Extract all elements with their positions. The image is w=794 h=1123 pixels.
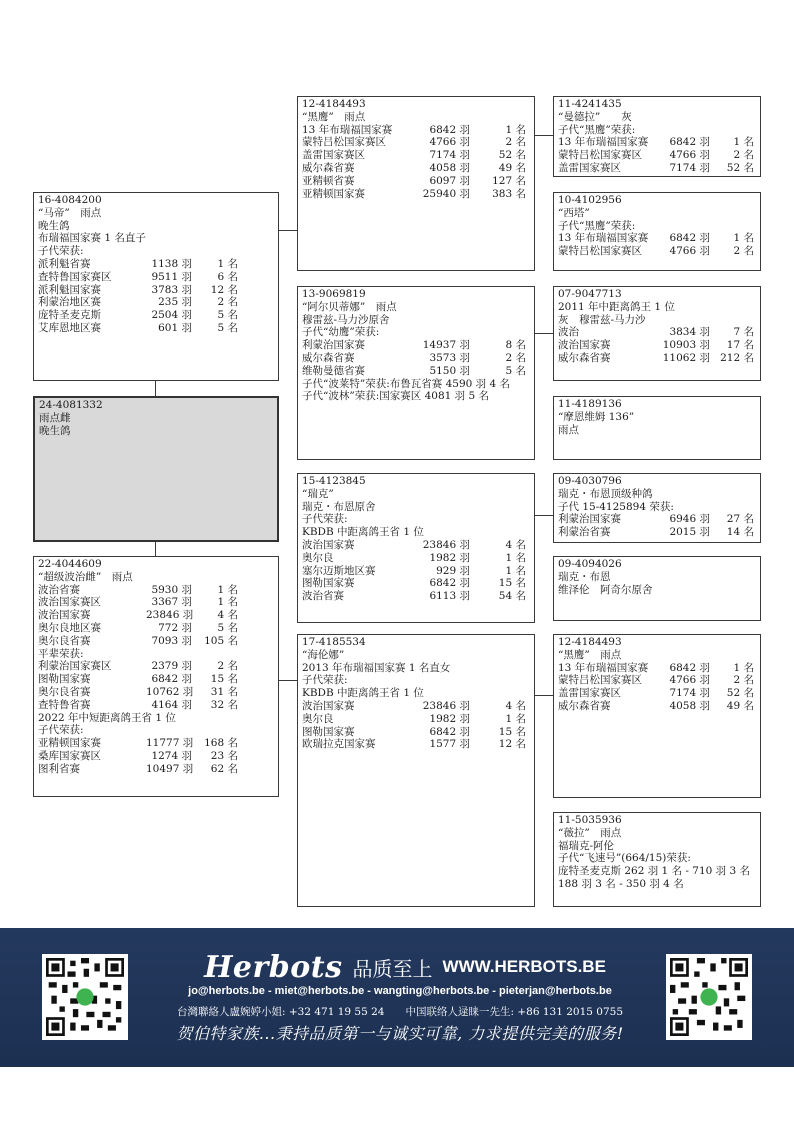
- placing: 1 名: [505, 564, 526, 577]
- bird-count: 6097 羽: [429, 174, 470, 187]
- text-line: 22-4044609: [38, 558, 102, 570]
- placing: 1 名: [733, 661, 754, 674]
- placing: 2 名: [733, 149, 754, 162]
- result-row: [38, 750, 274, 763]
- placing: 49 名: [498, 161, 526, 174]
- text-line: 07-9047713: [558, 288, 622, 300]
- placing: 31 名: [210, 685, 238, 698]
- text-line: “薇拉” 雨点: [558, 826, 622, 839]
- text-line: 10-4102956: [558, 194, 622, 206]
- contact-persons: 台灣聯絡人盧婉婷小姐: +32 471 19 55 24 中国联络人逯睐一先生: +86 131 2015 0755: [176, 1006, 624, 1018]
- text-line: 11-4241435: [558, 98, 622, 110]
- text-line: 15-4123845: [302, 475, 366, 487]
- result-row: [302, 738, 530, 751]
- result-row: [38, 763, 274, 776]
- placing: 32 名: [210, 698, 238, 711]
- text-line: 子代荣获:: [302, 674, 348, 687]
- wechat-icon: [700, 988, 717, 1005]
- race-name: 派利魁省赛: [38, 257, 91, 270]
- race-name: 13 年布瑞福国家赛: [558, 136, 649, 149]
- bird-count: 3783 羽: [151, 283, 192, 296]
- text-line: 子代荣获:: [38, 724, 84, 737]
- result-row: [38, 284, 274, 297]
- bird-count: 4164 羽: [151, 698, 192, 711]
- bird-count: 235 羽: [158, 296, 192, 309]
- text-line: “超级波治雌” 雨点: [38, 570, 133, 583]
- text-line: 雨点: [558, 423, 579, 436]
- result-row: [558, 245, 756, 258]
- text-line: 灰 穆雷兹-马力沙: [558, 313, 646, 326]
- result-row: [302, 136, 530, 149]
- text-line: 庞特圣麦克斯 262 羽 1 名 - 710 羽 3 名: [558, 865, 751, 878]
- text-line: “西塔”: [558, 206, 590, 219]
- text-line: 09-4030796: [558, 475, 622, 487]
- result-row: [302, 162, 530, 175]
- bird-count: 10903 羽: [662, 339, 710, 352]
- placing: 23 名: [210, 749, 238, 762]
- race-name: 查特鲁省赛: [38, 698, 91, 711]
- text-line: 188 羽 3 名 - 350 羽 4 名: [558, 877, 684, 890]
- placing: 4 名: [505, 699, 526, 712]
- text-line: KBDB 中距离鸽王省 1 位: [302, 687, 424, 700]
- sire-box: [33, 192, 279, 381]
- result-row: [38, 673, 274, 686]
- bird-count: 4766 羽: [669, 674, 710, 687]
- bird-count: 1982 羽: [429, 712, 470, 725]
- result-row: [558, 687, 756, 700]
- result-row: [38, 609, 274, 622]
- result-row: [38, 660, 274, 673]
- bird-count: 1577 羽: [429, 738, 470, 751]
- bird-count: 3573 羽: [429, 351, 470, 364]
- bird-count: 2015 羽: [669, 526, 710, 539]
- race-name: 利蒙治国家赛: [302, 339, 365, 352]
- text-line: 子代荣获:: [302, 513, 348, 526]
- placing: 5 名: [217, 621, 238, 634]
- race-name: 盖雷国家赛区: [558, 687, 621, 700]
- qr-code-icon: [46, 958, 124, 1036]
- text-line: “摩恩维姆 136”: [558, 410, 635, 423]
- race-name: 蒙特吕松国家赛区: [558, 149, 642, 162]
- bird-count: 4058 羽: [429, 161, 470, 174]
- bird-count: 11062 羽: [662, 351, 710, 364]
- placing: 17 名: [726, 339, 754, 352]
- text-line: 瑞克・布恩: [558, 570, 611, 583]
- bird-count: 929 羽: [436, 564, 470, 577]
- result-row: [558, 674, 756, 687]
- bird-count: 7174 羽: [669, 161, 710, 174]
- connector-line: [155, 380, 156, 397]
- text-line: 子代“波莱特”荣获:布鲁瓦省赛 4590 羽 4 名: [302, 377, 511, 390]
- ssd-box: [553, 192, 761, 271]
- text-line: 平辈荣获:: [38, 647, 84, 660]
- text-line: “马帝” 雨点: [38, 206, 102, 219]
- bird-count: 7174 羽: [669, 687, 710, 700]
- race-name: 维勒曼德省赛: [302, 364, 365, 377]
- bird-count: 3834 羽: [669, 326, 710, 339]
- sire-dam-box: [297, 286, 535, 460]
- race-name: 利蒙治国家赛区: [38, 660, 112, 673]
- result-row: [38, 596, 274, 609]
- text-line: 子代“幼鹰”荣获:: [302, 326, 380, 339]
- ddd-box: [553, 812, 761, 907]
- text-line: 12-4184493: [302, 98, 366, 110]
- text-line: 2011 年中距离鸽王 1 位: [558, 300, 675, 313]
- placing: 15 名: [210, 673, 238, 686]
- placing: 1 名: [505, 551, 526, 564]
- race-name: 利蒙治国家赛: [558, 513, 621, 526]
- text-line: 维泽伦 阿奇尔原舍: [558, 583, 653, 596]
- bird-count: 6842 羽: [429, 123, 470, 136]
- placing: 7 名: [733, 326, 754, 339]
- text-line: 2013 年布瑞福国家赛 1 名直女: [302, 661, 451, 674]
- race-name: 波治: [558, 326, 579, 339]
- bird-count: 6842 羽: [669, 232, 710, 245]
- qr-code-icon: [670, 958, 748, 1036]
- text-line: 雨点雌: [39, 411, 71, 424]
- sire-sire-box: [297, 96, 535, 271]
- dam-sire-box: [297, 473, 535, 623]
- placing: 1 名: [217, 596, 238, 609]
- race-name: 威尔森省赛: [302, 351, 355, 364]
- sds-box: [553, 286, 761, 381]
- result-row: [558, 700, 756, 713]
- race-name: 庞特圣麦克斯: [38, 309, 101, 322]
- text-line: KBDB 中距离鸽王省 1 位: [302, 526, 424, 539]
- result-row: [558, 162, 756, 175]
- race-name: 查特鲁国家赛区: [38, 270, 112, 283]
- text-line: 晚生鸽: [39, 424, 71, 437]
- result-row: [558, 339, 756, 352]
- race-name: 波治国家赛: [38, 609, 91, 622]
- text-line: 晚生鸽: [38, 219, 70, 232]
- connector-line: [534, 695, 553, 696]
- placing: 127 名: [492, 174, 526, 187]
- result-row: [558, 662, 756, 675]
- result-row: [558, 149, 756, 162]
- placing: 52 名: [726, 161, 754, 174]
- result-row: [302, 565, 530, 578]
- placing: 12 名: [498, 738, 526, 751]
- result-row: [38, 258, 274, 271]
- result-row: [302, 124, 530, 137]
- placing: 4 名: [217, 609, 238, 622]
- placing: 15 名: [498, 577, 526, 590]
- bird-count: 2504 羽: [151, 309, 192, 322]
- dam-box: [33, 556, 279, 797]
- result-row: [38, 699, 274, 712]
- text-line: 11-5035936: [558, 814, 622, 826]
- result-row: [38, 737, 274, 750]
- bird-count: 6113 羽: [429, 590, 470, 603]
- result-row: [38, 622, 274, 635]
- dss-box: [553, 473, 761, 543]
- bird-count: 1274 羽: [151, 749, 192, 762]
- connector-line: [155, 541, 156, 557]
- bird-count: 3367 羽: [151, 596, 192, 609]
- text-line: 11-4189136: [558, 398, 622, 410]
- bird-count: 10762 羽: [146, 685, 194, 698]
- text-line: 福瑞克-阿伦: [558, 839, 615, 852]
- placing: 5 名: [217, 321, 238, 334]
- text-line: 子代“波林”荣获:国家赛区 4081 羽 5 名: [302, 390, 490, 403]
- race-name: 图勒国家赛: [302, 725, 355, 738]
- brand-header: [185, 946, 625, 988]
- connector-line: [534, 333, 553, 334]
- placing: 6 名: [217, 270, 238, 283]
- bird-count: 5930 羽: [151, 583, 192, 596]
- result-row: [38, 322, 274, 335]
- text-line: 子代“黑鹰”荣获:: [558, 123, 636, 136]
- result-row: [302, 539, 530, 552]
- race-name: 蒙特吕松国家赛区: [558, 674, 642, 687]
- race-name: 欧瑞拉克国家赛: [302, 738, 376, 751]
- placing: 49 名: [726, 699, 754, 712]
- placing: 5 名: [217, 309, 238, 322]
- line-icon: [76, 988, 93, 1005]
- placing: 2 名: [217, 660, 238, 673]
- placing: 2 名: [733, 245, 754, 258]
- race-name: 塞尔迈斯地区赛: [302, 564, 376, 577]
- result-row: [302, 175, 530, 188]
- bird-count: 23846 羽: [422, 699, 470, 712]
- bird-count: 4766 羽: [669, 149, 710, 162]
- race-name: 威尔森省赛: [302, 161, 355, 174]
- placing: 168 名: [204, 737, 238, 750]
- connector-line: [534, 515, 553, 516]
- race-name: 奥尔良: [302, 551, 334, 564]
- race-name: 亚精顿国家赛: [302, 187, 365, 200]
- placing: 12 名: [210, 283, 238, 296]
- family-motto: 贺伯特家族...秉持品质第一与诚实可靠, 力求提供完美的服务!: [176, 1024, 624, 1043]
- result-row: [302, 577, 530, 590]
- subject-box: [33, 396, 279, 542]
- race-name: 亚精顿省赛: [302, 174, 355, 187]
- bird-count: 6842 羽: [429, 577, 470, 590]
- race-name: 蒙特吕松国家赛区: [302, 136, 386, 149]
- bird-count: 6842 羽: [669, 661, 710, 674]
- herbots-logo: Herbots: [204, 949, 343, 985]
- bird-count: 772 羽: [158, 621, 192, 634]
- placing: 14 名: [726, 526, 754, 539]
- result-row: [302, 149, 530, 162]
- result-row: [302, 339, 530, 352]
- placing: 52 名: [726, 687, 754, 700]
- text-line: “阿尔贝蒂娜” 雨点: [302, 300, 397, 313]
- qr-code-line[interactable]: [42, 954, 128, 1040]
- placing: 5 名: [505, 364, 526, 377]
- slogan: 品质至上: [352, 956, 433, 981]
- text-line: “曼德拉” 灰: [558, 110, 632, 123]
- bird-count: 7174 羽: [429, 149, 470, 162]
- bird-count: 6842 羽: [669, 136, 710, 149]
- placing: 105 名: [204, 634, 238, 647]
- dsd-box: [553, 556, 761, 621]
- bird-count: 4058 羽: [669, 699, 710, 712]
- text-line: 子代荣获:: [38, 245, 84, 258]
- text-line: “瑞克”: [302, 487, 334, 500]
- result-row: [558, 513, 756, 526]
- race-name: 13 年布瑞福国家赛: [302, 123, 393, 136]
- result-row: [302, 590, 530, 603]
- race-name: 奥尔良省赛: [38, 634, 91, 647]
- text-line: 17-4185534: [302, 636, 366, 648]
- placing: 2 名: [217, 296, 238, 309]
- race-name: 波治国家赛区: [38, 596, 101, 609]
- text-line: 12-4184493: [558, 636, 622, 648]
- text-line: 瑞克・布恩原舍: [302, 500, 376, 513]
- text-line: 13-9069819: [302, 288, 366, 300]
- result-row: [302, 713, 530, 726]
- result-row: [302, 188, 530, 201]
- bird-count: 6842 羽: [429, 725, 470, 738]
- race-name: 利蒙治地区赛: [38, 296, 101, 309]
- text-line: 2022 年中短距离鸽王省 1 位: [38, 711, 176, 724]
- text-line: 布瑞福国家赛 1 名直子: [38, 232, 146, 245]
- bird-count: 4766 羽: [429, 136, 470, 149]
- race-name: 盖雷国家赛区: [558, 161, 621, 174]
- placing: 1 名: [217, 583, 238, 596]
- race-name: 蒙特吕松国家赛区: [558, 245, 642, 258]
- bird-count: 1138 羽: [151, 257, 192, 270]
- placing: 4 名: [505, 538, 526, 551]
- bird-count: 23846 羽: [422, 538, 470, 551]
- email-list[interactable]: jo@herbots.be - miet@herbots.be - wangting@herbots.be - pieterjan@herbots.be: [188, 985, 612, 997]
- text-line: 09-4094026: [558, 558, 622, 570]
- text-line: 穆雷兹-马力沙原舍: [302, 313, 390, 326]
- bird-count: 10497 羽: [146, 762, 194, 775]
- race-name: 图勒国家赛: [38, 673, 91, 686]
- text-line: 16-4084200: [38, 194, 102, 206]
- placing: 15 名: [498, 725, 526, 738]
- result-row: [38, 584, 274, 597]
- result-row: [38, 309, 274, 322]
- bird-count: 9511 羽: [151, 270, 192, 283]
- placing: 383 名: [492, 187, 526, 200]
- placing: 8 名: [505, 339, 526, 352]
- race-name: 派利魁国家赛: [38, 283, 101, 296]
- result-row: [38, 686, 274, 699]
- race-name: 亚精顿国家赛: [38, 737, 101, 750]
- bird-count: 23846 羽: [146, 609, 194, 622]
- result-row: [302, 365, 530, 378]
- result-row: [38, 635, 274, 648]
- text-line: “黑鹰” 雨点: [558, 648, 622, 661]
- bird-count: 1982 羽: [429, 551, 470, 564]
- race-name: 波治省赛: [38, 583, 80, 596]
- website-link[interactable]: WWW.HERBOTS.BE: [442, 957, 606, 976]
- result-row: [558, 232, 756, 245]
- bird-count: 6946 羽: [669, 513, 710, 526]
- race-name: 奥尔良省赛: [38, 685, 91, 698]
- placing: 2 名: [733, 674, 754, 687]
- text-line: 瑞克・布恩顶级种鸽: [558, 487, 653, 500]
- bird-count: 11777 羽: [146, 737, 194, 750]
- placing: 1 名: [505, 123, 526, 136]
- race-name: 13 年布瑞福国家赛: [558, 661, 649, 674]
- placing: 212 名: [720, 351, 754, 364]
- result-row: [38, 271, 274, 284]
- dds-box: [553, 634, 761, 798]
- result-row: [302, 700, 530, 713]
- race-name: 威尔森省赛: [558, 699, 611, 712]
- bird-count: 5150 羽: [429, 364, 470, 377]
- placing: 27 名: [726, 513, 754, 526]
- race-name: 奥尔良: [302, 712, 334, 725]
- bird-count: 7093 羽: [151, 634, 192, 647]
- placing: 52 名: [498, 149, 526, 162]
- placing: 1 名: [733, 232, 754, 245]
- race-name: 利蒙治省赛: [558, 526, 611, 539]
- text-line: “黑鹰” 雨点: [302, 110, 366, 123]
- bird-count: 14937 羽: [422, 339, 470, 352]
- text-line: 24-4081332: [39, 399, 103, 411]
- race-name: 波治国家赛: [302, 699, 355, 712]
- result-row: [558, 136, 756, 149]
- placing: 62 名: [210, 762, 238, 775]
- race-name: 威尔森省赛: [558, 351, 611, 364]
- bird-count: 25940 羽: [422, 187, 470, 200]
- race-name: 图利省赛: [38, 762, 80, 775]
- placing: 1 名: [217, 257, 238, 270]
- race-name: 奥尔良地区赛: [38, 621, 101, 634]
- connector-line: [278, 230, 298, 231]
- result-row: [38, 296, 274, 309]
- bird-count: 2379 羽: [151, 660, 192, 673]
- connector-line: [278, 680, 298, 681]
- bird-count: 6842 羽: [151, 673, 192, 686]
- race-name: 波治国家赛: [558, 339, 611, 352]
- race-name: 盖雷国家赛区: [302, 149, 365, 162]
- placing: 1 名: [505, 712, 526, 725]
- race-name: 艾库恩地区赛: [38, 321, 101, 334]
- text-line: “海伦娜”: [302, 648, 345, 661]
- text-line: 子代“飞速号”(664/15)荣获:: [558, 852, 691, 865]
- result-row: [302, 726, 530, 739]
- race-name: 13 年布瑞福国家赛: [558, 232, 649, 245]
- text-line: 子代 15-4125894 荣获:: [558, 500, 674, 513]
- footer-banner: [0, 928, 794, 1067]
- race-name: 波治国家赛: [302, 538, 355, 551]
- placing: 2 名: [505, 136, 526, 149]
- race-name: 桑库国家赛区: [38, 749, 101, 762]
- connector-line: [534, 135, 553, 136]
- result-row: [558, 526, 756, 539]
- placing: 54 名: [498, 590, 526, 603]
- placing: 1 名: [733, 136, 754, 149]
- result-row: [302, 352, 530, 365]
- sdd-box: [553, 396, 761, 460]
- dam-dam-box: [297, 634, 535, 907]
- result-row: [558, 352, 756, 365]
- bird-count: 4766 羽: [669, 245, 710, 258]
- race-name: 图勒国家赛: [302, 577, 355, 590]
- sss-box: [553, 96, 761, 177]
- result-row: [558, 326, 756, 339]
- placing: 2 名: [505, 351, 526, 364]
- bird-count: 601 羽: [158, 321, 192, 334]
- race-name: 波治省赛: [302, 590, 344, 603]
- result-row: [302, 552, 530, 565]
- text-line: 子代“黑鹰”荣获:: [558, 219, 636, 232]
